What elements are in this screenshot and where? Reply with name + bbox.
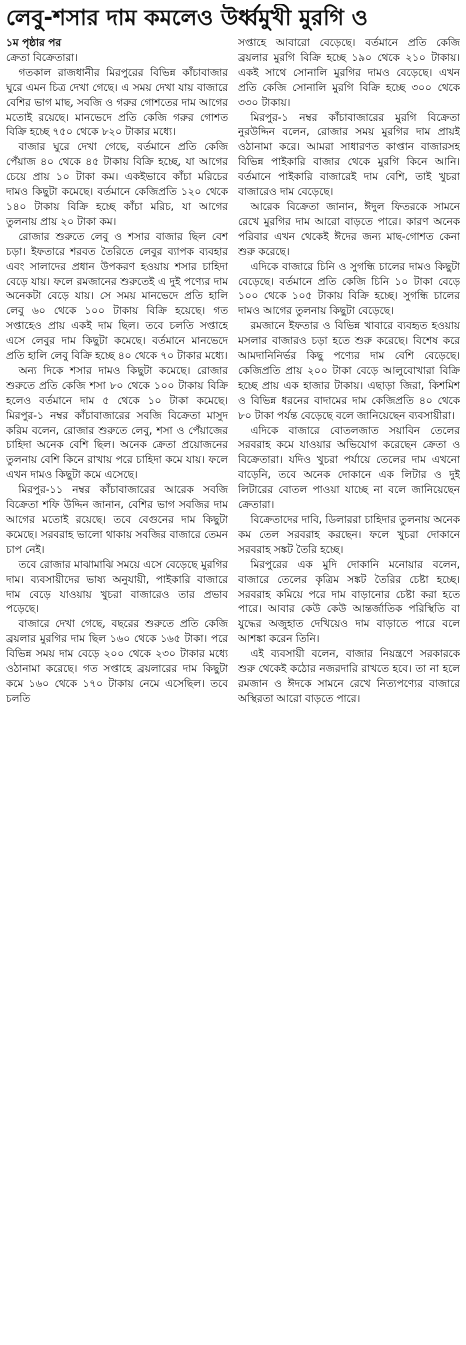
paragraph: এদিকে বাজারে বোতলজাত সয়াবিন তেলের সরবরাহ কমে যাওয়ার অভিযোগ করেছেন ক্রেতা ও বিক্রেতারা। যদিও খুচরা পর্যায়ে তেলের দাম এখনো বাড়েনি, তবে অনেক দোকানে এক লিটার ও দুই লিটারের বোতল পাওয়া যাচ্ছে না বলে জানিয়েছেন ক্রেতারা।: [238, 424, 460, 512]
paragraph: গতকাল রাজধানীর মিরপুরের বিভিন্ন কাঁচাবাজার ঘুরে এমন চিত্র দেখা গেছে। এ সময় দেখা যায় বাজারে বেশির ভাগ মাছ, সবজি ও গরুর গোশতের দাম আগের মতোই রয়েছে। মানভেদে প্রতি কেজি গরুর গোশত বিক্রি হচ্ছে ৭৫০ থেকে ৮২০ টাকার মধ্যে।: [6, 66, 228, 139]
paragraph: এই ব্যবসায়ী বলেন, বাজার নিয়ন্ত্রণে সরকারকে শুরু থেকেই কঠোর নজরদারি রাখতে হবে। তা না হলে রমজান ও ঈদকে সামনে রেখে নিত্যপণ্যের বাজারে অস্থিরতা আরো বাড়তে পারে।: [238, 648, 460, 705]
paragraph: এদিকে বাজারে চিনি ও সুগন্ধি চালের দামও কিছুটা বেড়েছে। বর্তমানে প্রতি কেজি চিনি ১০ টাকা বেড়ে ১০০ থেকে ১০৫ টাকায় বিক্রি হচ্ছে। সুগন্ধি চালের দামও আগের তুলনায় কিছুটা বেড়েছে।: [238, 260, 460, 318]
paragraph: বাজারে দেখা গেছে, বছরের শুরুতে প্রতি কেজি ব্রয়লার মুরগির দাম ছিল ১৬০ থেকে ১৬৫ টাকা। পরে বিভিন্ন সময় দাম বেড়ে ২০০ থেকে ২৩০ টাকার মধ্যে ওঠানামা করেছে। গত সপ্তাহে ব্রয়লারের দাম কিছুটা কমে ১৬০ থেকে ১৭০ টাকায় নেমে এসেছিল। তবে চলতি: [6, 618, 228, 705]
paragraph: মিরপুর-১ নম্বর কাঁচাবাজারের মুরগি বিক্রেতা নুরউদ্দিন বলেন, রোজার সময় মুরগির দাম প্রায়ই ওঠানামা করে। আমরা সাধারণত কাপ্তান বাজারসহ বিভিন্ন পাইকারি বাজার থেকে মুরগি কিনে আনি। বর্তমানে পাইকারি বাজারেই দাম বেশি, তাই খুচরা বাজারেও দাম বেড়েছে।: [238, 111, 460, 199]
page-reference: ১ম পৃষ্ঠার পর: [6, 37, 62, 49]
paragraph: রোজার শুরুতে লেবু ও শসার বাজার ছিল বেশ চড়া। ইফতারে শরবত তৈরিতে লেবুর ব্যাপক ব্যবহার এবং সালাদের প্রধান উপকরণ হওয়ায় শসার চাহিদা বেড়ে যায়। ফলে রমজানের শুরুতেই এ দুই পণ্যের দাম অনেকটা বেড়ে যায়। সে সময় মানভেদে প্রতি হালি লেবু ৬০ থেকে ১০০ টাকায় বিক্রি হয়েছে। গত সপ্তাহেও প্রায় একই দাম ছিল। তবে চলতি সপ্তাহে এসে লেবুর দাম কিছুটা কমেছে। বর্তমানে মানভেদে প্রতি হালি লেবু বিক্রি হচ্ছে ৪০ থেকে ৭০ টাকার মধ্যে।: [6, 230, 228, 363]
paragraph: ক্রেতা বিক্রেতারা।: [6, 51, 78, 64]
paragraph: তবে রোজার মাঝামাঝি সময়ে এসে বেড়েছে মুরগির দাম। ব্যবসায়ীদের ভাষ্য অনুযায়ী, পাইকারি বাজারে দাম বেড়ে যাওয়ায় খুচরা বাজারেও তার প্রভাব পড়েছে।: [6, 558, 228, 616]
paragraph: বাজার ঘুরে দেখা গেছে, বর্তমানে প্রতি কেজি পেঁয়াজ ৪০ থেকে ৪৫ টাকায় বিক্রি হচ্ছে, যা আগের চেয়ে প্রায় ১০ টাকা কম। একইভাবে কাঁচা মরিচের দামও কিছুটা কমেছে। বর্তমানে কেজিপ্রতি ১২০ থেকে ১৪০ টাকায় বিক্রি হচ্ছে কাঁচা মরিচ, যা আগের তুলনায় প্রায় ২০ টাকা কম।: [6, 141, 228, 228]
paragraph: সপ্তাহে আবারো বেড়েছে। বর্তমানে প্রতি কেজি ব্রয়লার মুরগি বিক্রি হচ্ছে ১৯০ থেকে ২১০ টাকায়। একই সাথে সোনালি মুরগির দামও বেড়েছে। এখন প্রতি কেজি সোনালি মুরগি বিক্রি হচ্ছে ৩০০ থেকে ৩৩০ টাকায়।: [238, 37, 460, 109]
paragraph: আরেক বিক্রেতা জানান, ঈদুল ফিতরকে সামনে রেখে মুরগির দাম আরো বাড়তে পারে। কারণ অনেক পরিবার এখন থেকেই ঈদের জন্য মাছ-গোশত কেনা শুরু করেছে।: [238, 200, 460, 258]
article-columns: [6, 36, 460, 1336]
headline: লেবু-শসার দাম কমলেও উর্ধ্বমুখী মুরগি ও: [6, 6, 368, 31]
column-right: [238, 36, 460, 1336]
column-left: [6, 36, 228, 1336]
paragraph: মিরপুর-১১ নম্বর কাঁচাবাজারের আরেক সবজি বিক্রেতা শফি উদ্দিন জানান, বেশির ভাগ সবজির দাম আগের মতোই রয়েছে। তবে বেগুনের দাম কিছুটা কমেছে। সরবরাহ ভালো থাকায় সবজির বাজারে তেমন চাপ নেই।: [6, 484, 228, 556]
paragraph: মিরপুরের এক মুদি দোকানি মনোয়ার বলেন, বাজারে তেলের কৃত্রিম সঙ্কট তৈরির চেষ্টা হচ্ছে। সরবরাহ কমিয়ে পরে দাম বাড়ানোর চেষ্টা করা হতে পারে। আবার কেউ কেউ আন্তর্জাতিক পরিস্থিতি বা যুদ্ধের অজুহাত দেখিয়েও দাম বাড়াতে পারে বলে আশঙ্কা করেন তিনি।: [238, 558, 460, 646]
paragraph: রমজানে ইফতার ও বিভিন্ন খাবারে ব্যবহৃত হওয়ায় মসলার বাজারও চড়া হতে শুরু করেছে। বিশেষ করে আমদানিনির্ভর কিছু পণ্যের দাম বেশি বেড়েছে। কেজিপ্রতি প্রায় ২০০ টাকা বেড়ে আলুবোখারা বিক্রি হচ্ছে প্রায় এক হাজার টাকায়। এছাড়া জিরা, কিশমিশ ও বিভিন্ন ধরনের বাদামের দাম কেজিপ্রতি ৪০ থেকে ৮০ টাকা পর্যন্ত বেড়েছে বলে জানিয়েছেন ব্যবসায়ীরা।: [238, 320, 460, 422]
paragraph: বিক্রেতাদের দাবি, ডিলাররা চাহিদার তুলনায় অনেক কম তেল সরবরাহ করছেন। ফলে খুচরা দোকানে সরবরাহ সঙ্কট তৈরি হচ্ছে।: [238, 514, 460, 556]
paragraph: অন্য দিকে শসার দামও কিছুটা কমেছে। রোজার শুরুতে প্রতি কেজি শসা ৮০ থেকে ১০০ টাকায় বিক্রি হলেও বর্তমানে দাম ৫ থেকে ১০ টাকা কমেছে। মিরপুর-১ নম্বর কাঁচাবাজারের সবজি বিক্রেতা মাসুদ করিম বলেন, রোজার শুরুতে লেবু, শসা ও পেঁয়াজের চাহিদা অনেক বেশি ছিল। অনেক ক্রেতা প্রয়োজনের তুলনায় বেশি কিনে রাখায় পরে চাহিদা কমে যায়। ফলে এখন দামও কিছুটা কমে এসেছে।: [6, 364, 228, 482]
